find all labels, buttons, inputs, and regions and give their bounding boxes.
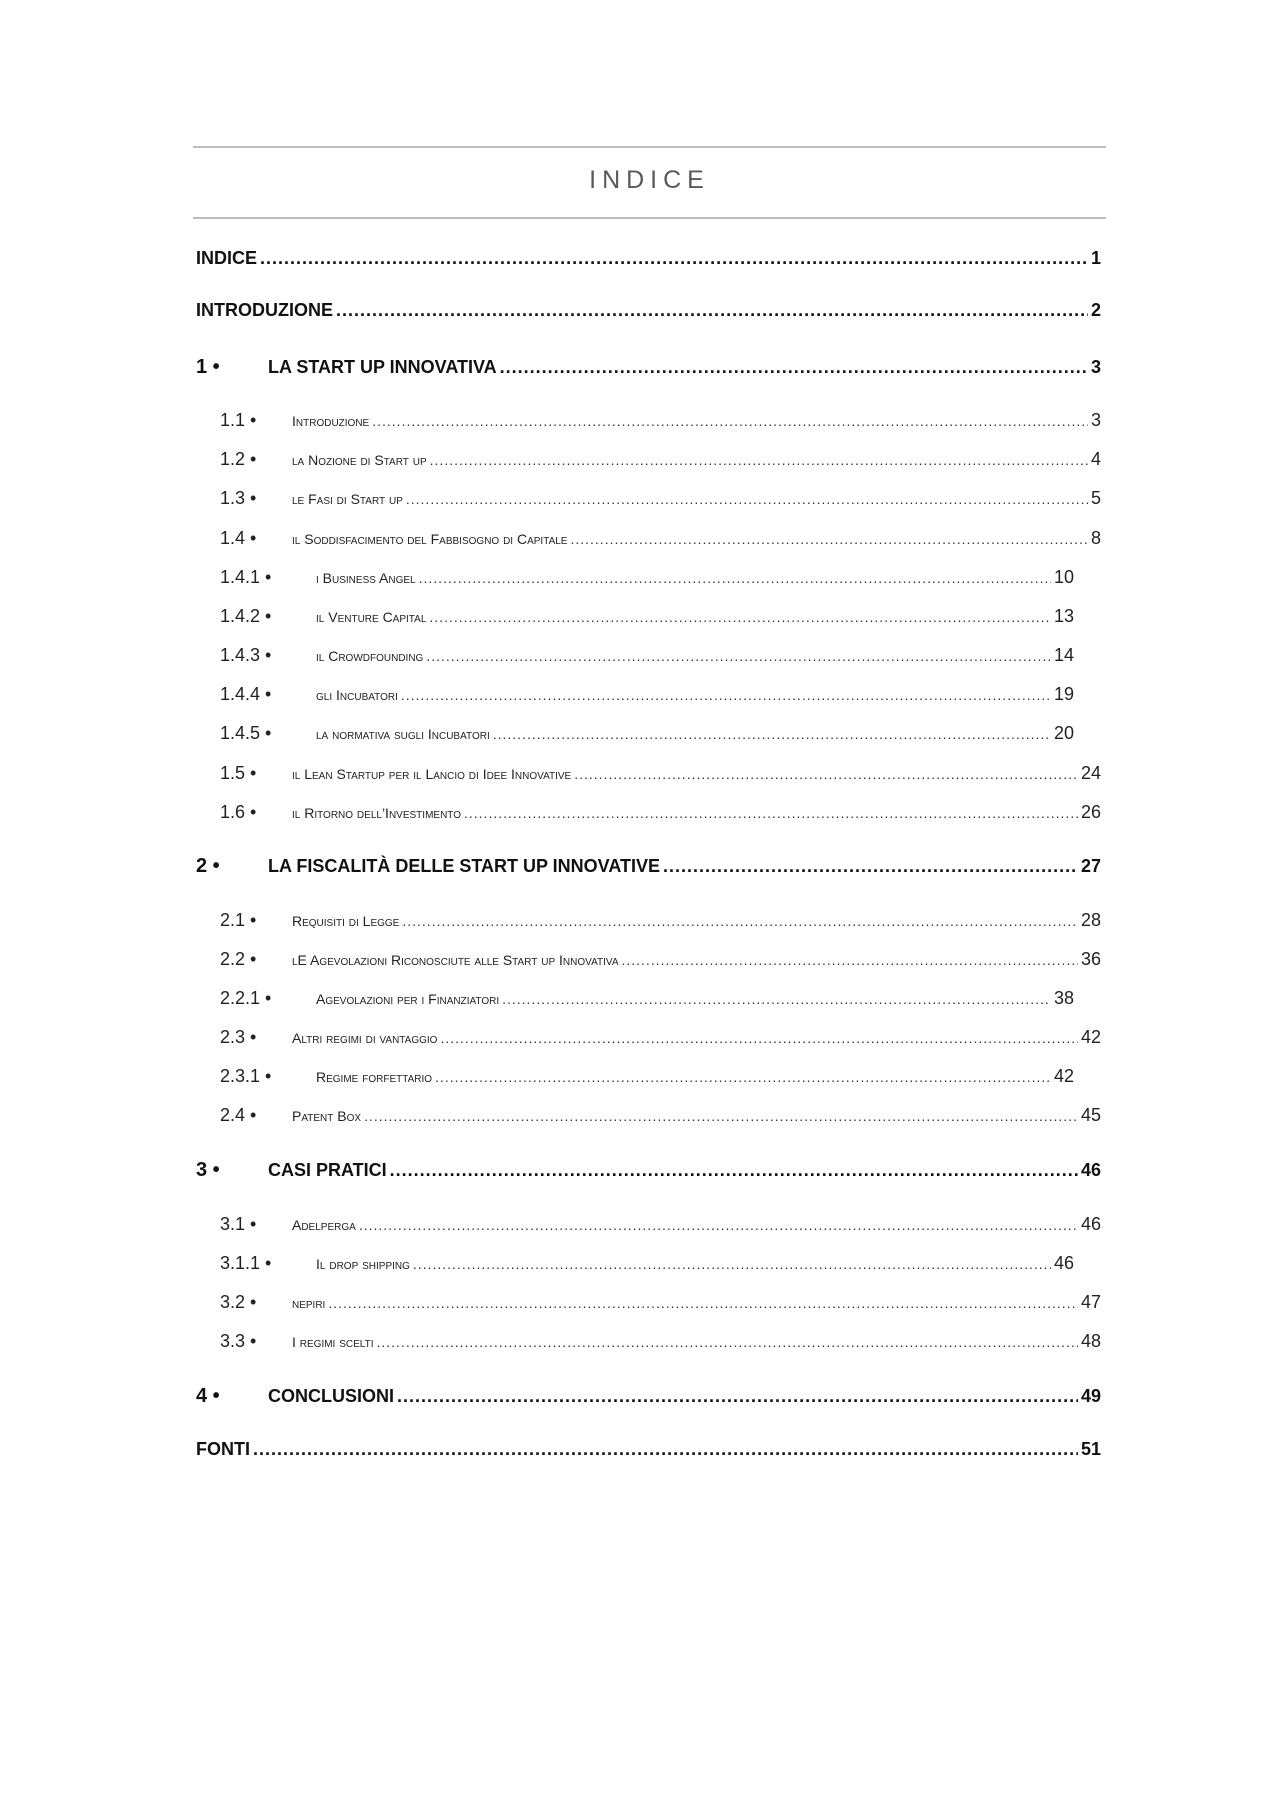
toc-entry[interactable] bbox=[220, 910, 1101, 931]
toc-entry[interactable] bbox=[220, 567, 1074, 588]
toc-dot-leader bbox=[372, 413, 1088, 429]
toc-entry-page-number: 26 bbox=[1080, 802, 1101, 822]
toc-entry-number: 2.2 • bbox=[220, 949, 257, 969]
toc-entry-number: 1 • bbox=[196, 356, 220, 378]
toc-entry[interactable] bbox=[196, 1439, 1101, 1460]
toc-entry-number: 1.1 • bbox=[220, 410, 257, 430]
toc-entry[interactable] bbox=[220, 1331, 1101, 1352]
toc-entry-title: il Crowdfounding bbox=[316, 648, 424, 664]
toc-entry-title: gli Incubatori bbox=[316, 687, 398, 703]
toc-entry-title: Il drop shipping bbox=[316, 1256, 410, 1272]
toc-entry-title: la Nozione di Start up bbox=[292, 452, 427, 468]
toc-entry[interactable] bbox=[196, 248, 1101, 269]
toc-dot-leader bbox=[260, 248, 1088, 269]
toc-entry-page-number: 42 bbox=[1080, 1027, 1101, 1047]
toc-entry-number: 4 • bbox=[196, 1385, 220, 1407]
toc-entry[interactable] bbox=[196, 855, 1101, 878]
toc-entry-page-number: 4 bbox=[1090, 449, 1101, 469]
toc-entry-page-number: 47 bbox=[1080, 1292, 1101, 1312]
toc-entry[interactable] bbox=[220, 1027, 1101, 1048]
toc-entry[interactable] bbox=[196, 1159, 1101, 1182]
toc-entry-page-number: 49 bbox=[1080, 1386, 1101, 1406]
toc-entry-page-number: 46 bbox=[1080, 1160, 1101, 1180]
toc-entry-title: lE Agevolazioni Riconosciute alle Start up Innovativa bbox=[292, 952, 619, 968]
toc-dot-leader bbox=[426, 648, 1051, 664]
toc-entry-page-number: 28 bbox=[1080, 910, 1101, 930]
toc-entry-number: 2.4 • bbox=[220, 1105, 257, 1125]
toc-entry-title: Altri regimi di vantaggio bbox=[292, 1030, 438, 1046]
toc-entry[interactable] bbox=[220, 1253, 1074, 1274]
toc-dot-leader bbox=[574, 766, 1078, 782]
toc-entry[interactable] bbox=[220, 684, 1074, 705]
toc-entry-number: 2 • bbox=[196, 855, 220, 877]
toc-dot-leader bbox=[663, 856, 1078, 877]
toc-dot-leader bbox=[570, 531, 1088, 547]
toc-dot-leader bbox=[429, 609, 1051, 625]
page-title: INDICE bbox=[589, 166, 710, 194]
toc-entry-title: il Ritorno dell’Investimento bbox=[292, 805, 461, 821]
toc-entry[interactable] bbox=[220, 949, 1101, 970]
toc-dot-leader bbox=[397, 1386, 1078, 1407]
toc-entry-title: FONTI bbox=[196, 1439, 250, 1459]
toc-entry-title: il Lean Startup per il Lancio di Idee Innovative bbox=[292, 766, 572, 782]
toc-entry[interactable] bbox=[196, 1385, 1101, 1408]
toc-entry-number: 3.1.1 • bbox=[220, 1253, 272, 1273]
toc-entry-title: CONCLUSIONI bbox=[268, 1386, 394, 1406]
toc-dot-leader bbox=[430, 452, 1088, 468]
toc-entry-number: 3.3 • bbox=[220, 1331, 257, 1351]
toc-entry[interactable] bbox=[220, 723, 1074, 744]
toc-dot-leader bbox=[464, 805, 1078, 821]
toc-entry-number: 3.1 • bbox=[220, 1214, 257, 1234]
toc-entry[interactable] bbox=[220, 606, 1074, 627]
toc-dot-leader bbox=[359, 1217, 1078, 1233]
toc-entry[interactable] bbox=[220, 1105, 1101, 1126]
toc-entry-page-number: 5 bbox=[1090, 488, 1101, 508]
toc-entry-title: Requisiti di Legge bbox=[292, 913, 400, 929]
toc-entry[interactable] bbox=[196, 356, 1101, 379]
toc-entry[interactable] bbox=[220, 988, 1074, 1009]
toc-entry-number: 3.2 • bbox=[220, 1292, 257, 1312]
toc-entry[interactable] bbox=[220, 1214, 1101, 1235]
toc-entry-number: 1.2 • bbox=[220, 449, 257, 469]
toc-entry-title: LA FISCALITÀ DELLE START UP INNOVATIVE bbox=[268, 856, 661, 876]
toc-dot-leader bbox=[493, 726, 1051, 742]
toc-entry-page-number: 45 bbox=[1080, 1105, 1101, 1125]
toc-entry[interactable] bbox=[220, 449, 1101, 470]
toc-entry-title: INDICE bbox=[196, 248, 258, 268]
toc-dot-leader bbox=[377, 1334, 1078, 1350]
toc-entry-number: 1.4.2 • bbox=[220, 606, 272, 626]
toc-entry-page-number: 3 bbox=[1090, 410, 1101, 430]
toc-entry-page-number: 38 bbox=[1053, 988, 1074, 1008]
toc-entry-number: 1.5 • bbox=[220, 763, 257, 783]
toc-entry-number: 2.1 • bbox=[220, 910, 257, 930]
toc-entry[interactable] bbox=[220, 763, 1101, 784]
toc-dot-leader bbox=[440, 1030, 1078, 1046]
toc-entry-title: il Soddisfacimento del Fabbisogno di Capitale bbox=[292, 531, 568, 547]
toc-entry-number: 1.4.4 • bbox=[220, 684, 272, 704]
toc-entry-page-number: 2 bbox=[1090, 300, 1101, 320]
toc-entry-number: 2.2.1 • bbox=[220, 988, 272, 1008]
toc-entry[interactable] bbox=[220, 1066, 1074, 1087]
toc-entry-title: i Business Angel bbox=[316, 570, 416, 586]
toc-entry-page-number: 42 bbox=[1053, 1066, 1074, 1086]
toc-dot-leader bbox=[402, 913, 1078, 929]
toc-entry-title: I regimi scelti bbox=[292, 1334, 374, 1350]
toc-entry-page-number: 27 bbox=[1080, 856, 1101, 876]
toc-dot-leader bbox=[435, 1069, 1051, 1085]
toc-dot-leader bbox=[328, 1295, 1078, 1311]
toc-entry-page-number: 3 bbox=[1090, 357, 1101, 377]
toc-entry-number: 1.6 • bbox=[220, 802, 257, 822]
toc-entry-page-number: 13 bbox=[1053, 606, 1074, 626]
toc-dot-leader bbox=[253, 1439, 1078, 1460]
toc-entry-page-number: 24 bbox=[1080, 763, 1101, 783]
toc-dot-leader bbox=[413, 1256, 1051, 1272]
toc-dot-leader bbox=[336, 300, 1088, 321]
toc-entry[interactable] bbox=[220, 802, 1101, 823]
toc-dot-leader bbox=[401, 687, 1051, 703]
toc-entry-page-number: 20 bbox=[1053, 723, 1074, 743]
toc-entry-title: la normativa sugli Incubatori bbox=[316, 726, 490, 742]
toc-entry-number: 1.3 • bbox=[220, 488, 257, 508]
toc-dot-leader bbox=[390, 1160, 1078, 1181]
toc-entry[interactable] bbox=[196, 300, 1101, 321]
toc-dot-leader bbox=[364, 1108, 1078, 1124]
toc-entry-title: INTRODUZIONE bbox=[196, 300, 333, 320]
toc-entry-number: 1.4 • bbox=[220, 528, 257, 548]
toc-entry-title: Patent Box bbox=[292, 1108, 362, 1124]
toc-entry-title: Adelperga bbox=[292, 1217, 356, 1233]
toc-entry-page-number: 51 bbox=[1080, 1439, 1101, 1459]
toc-entry-number: 1.4.3 • bbox=[220, 645, 272, 665]
toc-entry-number: 2.3.1 • bbox=[220, 1066, 272, 1086]
toc-dot-leader bbox=[419, 570, 1051, 586]
toc-entry-number: 3 • bbox=[196, 1159, 220, 1181]
toc-entry-title: LA START UP INNOVATIVA bbox=[268, 357, 497, 377]
toc-entry[interactable] bbox=[220, 1292, 1101, 1313]
toc-dot-leader bbox=[406, 491, 1088, 507]
toc-entry-title: Introduzione bbox=[292, 413, 370, 429]
toc-entry-page-number: 19 bbox=[1053, 684, 1074, 704]
toc-entry-page-number: 48 bbox=[1080, 1331, 1101, 1351]
toc-entry[interactable] bbox=[220, 410, 1101, 431]
toc-entry[interactable] bbox=[220, 488, 1101, 509]
toc-entry-title: Agevolazioni per i Finanziatori bbox=[316, 991, 500, 1007]
toc-entry[interactable] bbox=[220, 645, 1074, 666]
toc-entry-page-number: 46 bbox=[1080, 1214, 1101, 1234]
toc-entry-number: 2.3 • bbox=[220, 1027, 257, 1047]
toc-entry-number: 1.4.5 • bbox=[220, 723, 272, 743]
toc-entry-page-number: 46 bbox=[1053, 1253, 1074, 1273]
toc-entry-page-number: 14 bbox=[1053, 645, 1074, 665]
toc-entry-title: il Venture Capital bbox=[316, 609, 427, 625]
toc-entry-title: CASI PRATICI bbox=[268, 1160, 387, 1180]
toc-entry-title: nepiri bbox=[292, 1295, 326, 1311]
toc-entry-page-number: 1 bbox=[1090, 248, 1101, 268]
toc-entry-number: 1.4.1 • bbox=[220, 567, 272, 587]
toc-entry-page-number: 8 bbox=[1090, 528, 1101, 548]
toc-dot-leader bbox=[621, 952, 1077, 968]
toc-entry-page-number: 10 bbox=[1053, 567, 1074, 587]
toc-entry[interactable] bbox=[220, 528, 1101, 549]
toc-entry-title: Regime forfettario bbox=[316, 1069, 433, 1085]
toc-entry-page-number: 36 bbox=[1080, 949, 1101, 969]
toc-dot-leader bbox=[502, 991, 1051, 1007]
toc-entry-title: le Fasi di Start up bbox=[292, 491, 403, 507]
toc-dot-leader bbox=[500, 357, 1088, 378]
